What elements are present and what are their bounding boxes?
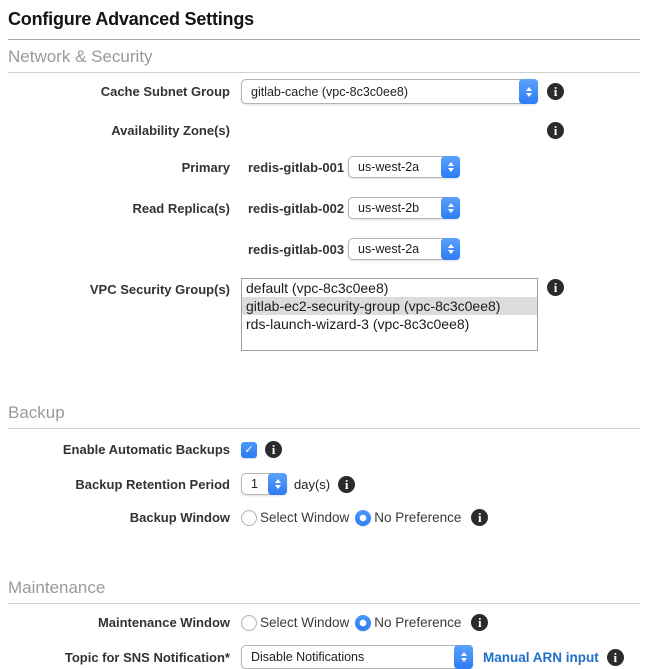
chevron-down-icon — [275, 485, 281, 489]
cache-subnet-group-value: gitlab-cache (vpc-8c3c0ee8) — [251, 84, 409, 99]
listbox-option[interactable]: default (vpc-8c3c0ee8) — [246, 280, 389, 296]
chevron-down-icon — [448, 209, 454, 213]
radio-option-label[interactable]: No Preference — [374, 510, 462, 525]
primary-node-id: redis-gitlab-001 — [248, 159, 345, 175]
sns-topic-select[interactable] — [241, 645, 473, 669]
radio-option-label[interactable]: Select Window — [260, 510, 350, 525]
listbox-option[interactable]: rds-launch-wizard-3 (vpc-8c3c0ee8) — [246, 316, 470, 332]
replica-2-az-select[interactable] — [348, 238, 460, 260]
enable-automatic-backups-checkbox[interactable]: ✓ — [241, 442, 257, 458]
backup-window-label: Backup Window — [129, 510, 230, 525]
radio-option-label[interactable]: Select Window — [260, 615, 350, 630]
row-vpc-security-groups — [8, 278, 640, 351]
backup-retention-period-select[interactable] — [241, 473, 287, 495]
replica-2-az-value: us-west-2a — [358, 242, 420, 256]
page-title: Configure Advanced Settings — [8, 9, 254, 29]
listbox-option-selected[interactable]: gitlab-ec2-security-group (vpc-8c3c0ee8) — [242, 297, 537, 315]
read-replicas-label: Read Replica(s) — [132, 200, 230, 216]
cache-subnet-group-label: Cache Subnet Group — [100, 84, 230, 99]
select-stepper[interactable] — [441, 197, 460, 219]
primary-az-select[interactable] — [348, 156, 460, 178]
replica-1-az-select[interactable] — [348, 197, 460, 219]
maintenance-window-select-window-radio[interactable] — [241, 615, 257, 631]
vpc-security-groups-label: VPC Security Group(s) — [89, 282, 230, 297]
select-stepper[interactable] — [441, 238, 460, 260]
info-icon[interactable]: i — [547, 279, 564, 296]
backup-retention-period-value: 1 — [251, 477, 258, 491]
maintenance-window-no-preference-radio[interactable] — [355, 615, 371, 631]
vpc-security-groups-listbox[interactable] — [241, 278, 538, 351]
row-cache-subnet-group — [8, 79, 640, 104]
section-heading-network-security: Network & Security — [8, 40, 640, 73]
row-read-replica-2 — [8, 238, 640, 260]
info-icon[interactable]: i — [471, 509, 488, 526]
chevron-down-icon — [526, 93, 532, 97]
select-stepper[interactable] — [519, 79, 538, 104]
row-enable-automatic-backups — [8, 441, 640, 458]
info-icon[interactable]: i — [547, 122, 564, 139]
retention-unit-label: day(s) — [294, 476, 331, 492]
primary-label: Primary — [181, 159, 230, 175]
sns-topic-label: Topic for SNS Notification* — [64, 649, 230, 665]
chevron-up-icon — [448, 162, 454, 166]
row-backup-window — [8, 509, 640, 526]
chevron-up-icon — [448, 203, 454, 207]
availability-zones-label: Availability Zone(s) — [111, 123, 230, 138]
replica-1-az-value: us-west-2b — [358, 201, 420, 215]
section-heading-backup: Backup — [8, 396, 640, 429]
cache-subnet-group-select[interactable] — [241, 79, 538, 104]
backup-window-select-window-radio[interactable] — [241, 510, 257, 526]
chevron-up-icon — [526, 87, 532, 91]
manual-arn-input-link[interactable]: Manual ARN input — [483, 649, 599, 665]
section-heading-maintenance: Maintenance — [8, 571, 640, 604]
info-icon[interactable]: i — [471, 614, 488, 631]
spacer — [241, 130, 538, 131]
select-stepper[interactable] — [454, 645, 473, 669]
row-read-replica-1 — [8, 197, 640, 219]
info-icon[interactable]: i — [547, 83, 564, 100]
chevron-up-icon — [461, 652, 467, 656]
replica-node-id: redis-gitlab-002 — [248, 200, 345, 216]
select-stepper[interactable] — [441, 156, 460, 178]
row-maintenance-window — [8, 614, 640, 631]
chevron-down-icon — [448, 168, 454, 172]
enable-automatic-backups-label: Enable Automatic Backups — [62, 442, 230, 457]
row-sns-topic — [8, 645, 640, 669]
row-primary — [8, 156, 640, 178]
chevron-up-icon — [275, 479, 281, 483]
select-stepper[interactable] — [268, 473, 287, 495]
maintenance-window-label: Maintenance Window — [97, 615, 230, 630]
row-backup-retention-period — [8, 473, 640, 495]
backup-retention-period-label: Backup Retention Period — [75, 476, 230, 492]
info-icon[interactable]: i — [265, 441, 282, 458]
chevron-up-icon — [448, 244, 454, 248]
radio-option-label[interactable]: No Preference — [374, 615, 462, 630]
chevron-down-icon — [461, 658, 467, 662]
chevron-down-icon — [448, 250, 454, 254]
backup-window-no-preference-radio[interactable] — [355, 510, 371, 526]
row-availability-zones — [8, 122, 640, 139]
info-icon[interactable]: i — [338, 476, 355, 493]
info-icon[interactable]: i — [607, 649, 624, 666]
replica-node-id: redis-gitlab-003 — [248, 241, 345, 257]
sns-topic-value: Disable Notifications — [251, 650, 365, 664]
primary-az-value: us-west-2a — [358, 160, 420, 174]
